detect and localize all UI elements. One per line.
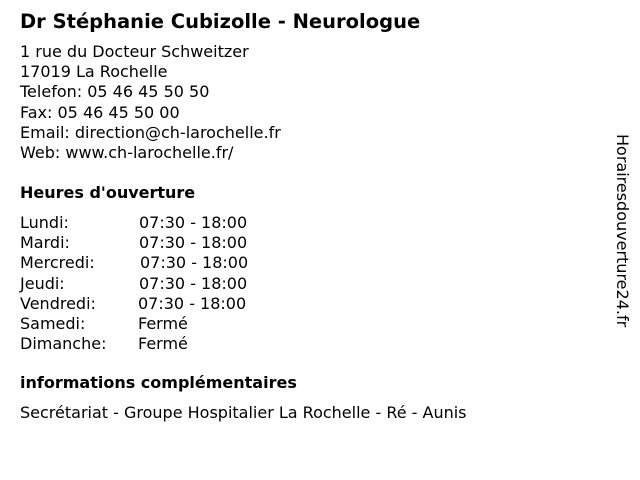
hours-day: Lundi: <box>20 213 69 232</box>
hours-row-jeudi <box>20 274 320 294</box>
fax-label: Fax: <box>20 102 53 122</box>
opening-hours-table <box>20 213 320 354</box>
additional-info-heading: informations complémentaires <box>20 373 297 392</box>
hours-time: Fermé <box>138 334 188 354</box>
fax-number: 05 46 45 50 00 <box>57 102 180 122</box>
hours-time: 07:30 - 18:00 <box>138 293 247 313</box>
address-line-1: 1 rue du Docteur Schweitzer <box>20 42 249 61</box>
web-line <box>20 143 281 163</box>
hours-row-lundi <box>20 213 320 233</box>
hours-day: Samedi: <box>20 313 86 333</box>
hours-time: 07:30 - 18:00 <box>139 233 248 253</box>
hours-time: 07:30 - 18:00 <box>139 213 248 232</box>
email-line <box>20 123 281 143</box>
hours-time: 07:30 - 18:00 <box>140 253 249 273</box>
page-title: Dr Stéphanie Cubizolle - Neurologue <box>20 10 421 33</box>
phone-line <box>20 82 281 102</box>
contact-block <box>20 42 281 163</box>
hours-row-dimanche <box>20 334 320 354</box>
hours-day: Jeudi: <box>20 273 65 293</box>
hours-day: Mercredi: <box>20 253 95 273</box>
additional-info-text: Secrétariat - Groupe Hospitalier La Rochelle - Ré - Aunis <box>20 403 467 422</box>
site-brand-link[interactable]: Horairesdouverture24.fr <box>613 134 632 328</box>
email-link[interactable]: direction@ch-larochelle.fr <box>74 122 281 142</box>
fax-line <box>20 103 281 123</box>
phone-number[interactable]: 05 46 45 50 50 <box>87 82 210 102</box>
address-line-2: 17019 La Rochelle <box>20 62 168 82</box>
email-label: Email: <box>20 122 70 142</box>
hours-row-mercredi <box>20 253 320 273</box>
opening-hours-heading: Heures d'ouverture <box>20 183 196 202</box>
web-link[interactable]: www.ch-larochelle.fr/ <box>65 143 234 163</box>
hours-day: Vendredi: <box>20 293 96 313</box>
hours-time: 07:30 - 18:00 <box>139 273 248 293</box>
hours-time: Fermé <box>138 313 188 333</box>
hours-row-samedi <box>20 314 320 334</box>
hours-day: Dimanche: <box>20 334 107 354</box>
hours-day: Mardi: <box>20 233 70 253</box>
phone-label: Telefon: <box>20 82 83 102</box>
web-label: Web: <box>20 143 61 163</box>
hours-row-vendredi <box>20 294 320 314</box>
hours-row-mardi <box>20 233 320 253</box>
